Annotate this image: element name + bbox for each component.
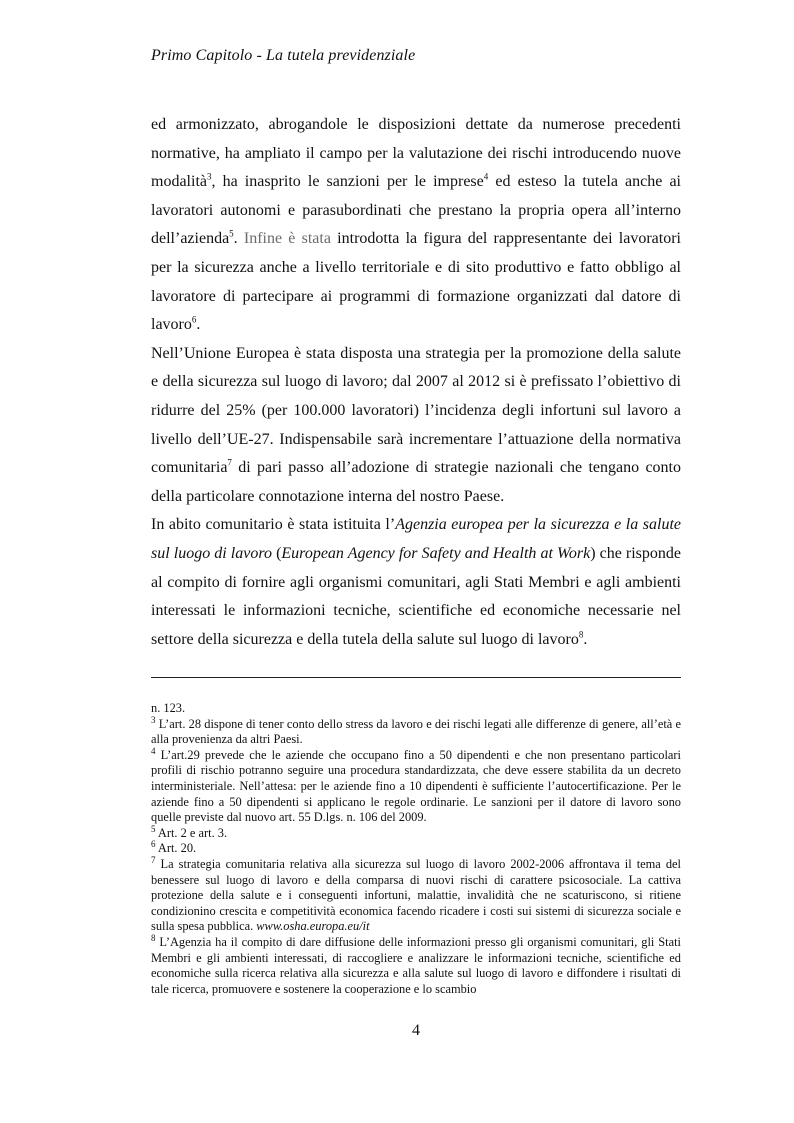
- footnote-7: [151, 854, 681, 935]
- footnote-text: L’art.29 prevede che le aziende che occupano fino a 50 dipendenti e che non presentano particolari profili di rischio potranno seguire una procedura standardizzata, che deve essere stabilita da un decreto interministeriale. Nell’attesa: per le aziende fino a 10 dipendenti è sufficiente l’autocertificazione. Per le aziende fino a 50 dipendenti si applicano le regole ordinarie. Le sanzioni per il datore di lavoro sono quelle previste dal nuovo art. 55 D.lgs. n. 106 del 2009.: [151, 747, 681, 825]
- footnote-4: [151, 745, 681, 826]
- p3-text-1: In abito comunitario è stata istituita l’: [151, 516, 396, 534]
- footnote-ref-8[interactable]: 8: [578, 629, 584, 640]
- p1-text-1: ed armonizzato, abrogandole le disposizioni dettate da numerose precedenti normative, ha ampliato il campo per la valutazione dei rischi introducendo nuove modalità: [151, 116, 681, 191]
- footnote-number: 7: [151, 854, 156, 865]
- footnote-text: L’art. 28 dispone di tener conto dello stress da lavoro e dei rischi legati alle differenze di genere, all’età e alla provenienza da altri Paesi.: [151, 716, 681, 747]
- p1-text-6: introdotta la figura del rappresentante dei lavoratori per la sicurezza anche a livello territoriale e di sito produttivo e fatto obbligo al lavoratore di partecipare ai programmi di formazione organizzati dal datore di lavoro: [151, 230, 682, 334]
- footnote-text: La strategia comunitaria relativa alla sicurezza sul luogo di lavoro 2002-2006 affrontava il tema del benessere sul luogo di lavoro e della comparsa di nuovi rischi di carattere psicosociale. La cattiva protezione della salute e i conseguenti infortuni, malattie, invalidità che ne scaturiscono, si ritiene condizionino crescita e competitività economica facendo ricadere i costi sui sistemi di sicurezza sociale e sulla spesa pubblica.: [151, 856, 681, 934]
- p3-text-4: .: [583, 630, 588, 648]
- p3-text-2: (: [271, 544, 282, 562]
- footnote-number: 6: [151, 839, 156, 850]
- footnote-5: [151, 823, 681, 842]
- footnote-number: 4: [151, 745, 156, 756]
- footnote-text: L’Agenzia ha il compito di dare diffusione delle informazioni presso gli organismi comunitari, gli Stati Membri e gli ambienti interessati, di raccogliere e analizzare le informazioni tecniche, scientifiche ed economiche sulla ricerca relativa alla sicurezza e alla salute sul luogo di lavoro e diffondere i risultati di tale ricerca, promuovere e sostenere la cooperazione e lo scambio: [151, 934, 681, 996]
- footnote-number: 3: [151, 714, 156, 725]
- footnote-number: 8: [151, 932, 156, 943]
- p1-text-3: ed esteso la tutela anche ai lavoratori autonomi e parasubordinati che prestano la propria opera all’interno dell’azienda: [151, 173, 681, 248]
- footnote-ref-6[interactable]: 6: [191, 314, 197, 325]
- paragraph-1: [151, 111, 681, 340]
- footnote-6: [151, 841, 681, 857]
- footnote-8: [151, 932, 681, 997]
- p1-text-4: .: [233, 230, 238, 248]
- p3-text-3: ) che risponde al compito di fornire agli organismi comunitari, agli Stati Membri e agli ambienti interessati le informazioni tecniche, scientifiche ed economiche necessarie nel settore della sicurezza e della tutela della salute sul luogo di lavoro: [151, 544, 682, 648]
- footnote-text: Art. 2 e art. 3.: [155, 825, 228, 840]
- footnote-number: 5: [151, 823, 156, 834]
- footnote-ref-3[interactable]: 3: [206, 171, 212, 182]
- footnote-ref-5[interactable]: 5: [229, 229, 234, 240]
- page-number: 4: [412, 1022, 420, 1039]
- paragraph-3: [151, 511, 681, 654]
- osha-link[interactable]: www.osha.europa.eu/it: [256, 919, 370, 934]
- p2-text-2: di pari passo all’adozione di strategie nazionali che tengano conto della particolare connotazione interna del nostro Paese.: [151, 459, 681, 505]
- footnote-ref-4[interactable]: 4: [483, 171, 489, 182]
- footnote-continuation: n. 123.: [151, 701, 186, 715]
- p2-text-1: Nell’Unione Europea è stata disposta una strategia per la promozione della salute e della sicurezza sul luogo di lavoro; dal 2007 al 2012 si è prefissato l’obiettivo di ridurre del 25% (per 100.000 lavoratori) l’incidenza degli infortuni sul lavoro a livello dell’UE-27. Indispensabile sarà incrementare l’attuazione della normativa comunitaria: [151, 344, 681, 477]
- running-header: Primo Capitolo - La tutela previdenziale: [151, 47, 416, 64]
- p1-text-2: , ha inasprito le sanzioni per le imprese: [211, 173, 484, 191]
- footnote-separator: [151, 677, 681, 678]
- agency-name-italian: Agenzia europea per la sicurezza e la salute sul luogo di lavoro: [151, 516, 682, 562]
- main-text: [151, 111, 681, 654]
- footnote-text: Art. 20.: [155, 841, 197, 856]
- agency-name-english: European Agency for Safety and Health at Work: [281, 544, 591, 562]
- footnote-ref-7[interactable]: 7: [227, 457, 232, 468]
- p1-highlighted-text: Infine è stata: [243, 230, 331, 248]
- paragraph-2: [151, 340, 681, 512]
- p1-text-7: .: [196, 316, 201, 334]
- footnotes: [151, 701, 681, 997]
- footnote-3: [151, 714, 681, 748]
